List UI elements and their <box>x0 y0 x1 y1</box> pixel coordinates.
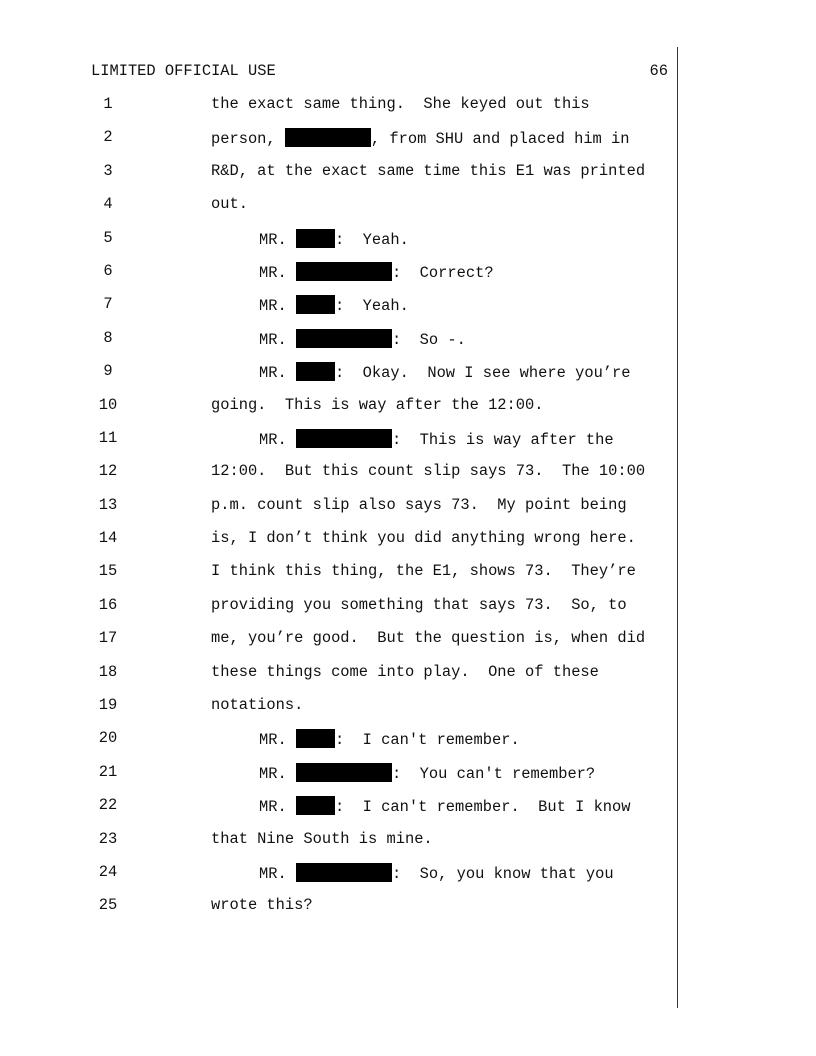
line-number: 25 <box>98 896 118 915</box>
line-number: 21 <box>98 762 118 781</box>
speaker-line <box>259 763 595 783</box>
transcript-line <box>0 262 816 295</box>
line-number: 4 <box>103 195 113 214</box>
line-number: 20 <box>98 729 118 748</box>
line-number: 3 <box>103 161 113 180</box>
speaker-prefix: MR. <box>259 430 287 449</box>
transcript-line <box>0 329 816 362</box>
line-number: 24 <box>98 862 118 881</box>
transcript-lines <box>0 95 816 930</box>
line-number: 14 <box>98 529 118 548</box>
line-number: 22 <box>98 796 118 815</box>
transcript-line <box>0 629 816 662</box>
line-number: 15 <box>98 562 118 581</box>
transcript-line <box>0 496 816 529</box>
transcript-line <box>0 562 816 595</box>
transcript-line <box>0 128 816 161</box>
line-number: 12 <box>98 462 118 481</box>
speaker-prefix: MR. <box>259 731 287 750</box>
line-number: 23 <box>98 829 118 848</box>
line-text: going. This is way after the 12:00. <box>211 395 544 414</box>
line-number: 8 <box>103 328 113 347</box>
classification-header: LIMITED OFFICIAL USE <box>91 62 276 80</box>
redaction-box <box>296 362 335 381</box>
redaction-box <box>296 229 335 248</box>
line-text: that Nine South is mine. <box>211 829 433 848</box>
line-text: providing you something that says 73. So, to <box>211 595 627 614</box>
line-text <box>211 128 630 148</box>
line-number: 18 <box>98 662 118 681</box>
speaker-text: : Correct? <box>391 263 494 282</box>
transcript-line <box>0 729 816 762</box>
speaker-text: : I can't remember. But I know <box>334 798 631 817</box>
speaker-text: : This is way after the <box>391 430 614 449</box>
line-number: 11 <box>98 428 118 447</box>
transcript-line <box>0 396 816 429</box>
speaker-prefix: MR. <box>259 263 287 282</box>
speaker-line <box>259 863 614 883</box>
speaker-text: : So, you know that you <box>391 864 614 883</box>
redaction-box <box>296 429 392 448</box>
speaker-prefix: MR. <box>259 798 287 817</box>
transcript-line <box>0 696 816 729</box>
speaker-line <box>259 295 409 315</box>
redaction-box <box>296 763 392 782</box>
line-number: 17 <box>98 629 118 648</box>
line-text: me, you’re good. But the question is, when did <box>211 629 646 648</box>
line-number: 1 <box>103 95 113 113</box>
transcript-line <box>0 529 816 562</box>
transcript-line <box>0 596 816 629</box>
speaker-prefix: MR. <box>259 364 287 383</box>
speaker-text: : You can't remember? <box>391 764 596 783</box>
line-text: is, I don’t think you did anything wrong here. <box>211 529 636 548</box>
line-number: 2 <box>103 128 113 147</box>
speaker-text: : So -. <box>391 330 466 349</box>
redaction-box <box>296 796 335 815</box>
redaction-box <box>296 262 392 281</box>
speaker-line <box>259 329 466 349</box>
line-number: 5 <box>103 228 113 247</box>
speaker-text: : Okay. Now I see where you’re <box>334 364 631 383</box>
line-text: R&D, at the exact same time this E1 was printed <box>211 161 646 180</box>
transcript-line <box>0 763 816 796</box>
speaker-line <box>259 229 409 249</box>
speaker-text: : Yeah. <box>334 297 409 316</box>
page-number: 66 <box>649 62 668 80</box>
speaker-prefix: MR. <box>259 330 287 349</box>
line-text: p.m. count slip also says 73. My point being <box>211 495 627 514</box>
redaction-box <box>296 329 392 348</box>
transcript-line <box>0 663 816 696</box>
transcript-line <box>0 229 816 262</box>
speaker-line <box>259 362 631 382</box>
line-text-after-redaction: , from SHU and placed him in <box>370 130 630 149</box>
speaker-line <box>259 262 494 282</box>
line-number: 16 <box>98 595 118 614</box>
line-number: 10 <box>98 395 118 414</box>
line-number: 7 <box>103 295 113 314</box>
line-number: 9 <box>103 362 113 381</box>
line-text: 12:00. But this count slip says 73. The 10:00 <box>211 462 646 481</box>
transcript-line <box>0 295 816 328</box>
line-text: out. <box>211 195 248 214</box>
redaction-box <box>296 863 392 882</box>
speaker-prefix: MR. <box>259 230 287 249</box>
line-text: the exact same thing. She keyed out this <box>211 95 590 113</box>
speaker-text: : Yeah. <box>334 230 409 249</box>
speaker-prefix: MR. <box>259 297 287 316</box>
transcript-line <box>0 362 816 395</box>
speaker-text: : I can't remember. <box>334 731 520 750</box>
line-text: I think this thing, the E1, shows 73. They’re <box>211 562 636 581</box>
transcript-line <box>0 796 816 829</box>
redaction-box <box>285 128 371 147</box>
line-text: notations. <box>211 696 304 715</box>
transcript-line <box>0 162 816 195</box>
line-text: wrote this? <box>211 896 313 915</box>
speaker-line <box>259 729 520 749</box>
transcript-line <box>0 830 816 863</box>
transcript-line <box>0 95 816 128</box>
transcript-line <box>0 863 816 896</box>
speaker-line <box>259 429 614 449</box>
line-number: 19 <box>98 696 118 715</box>
line-text: these things come into play. One of these <box>211 662 599 681</box>
line-number: 13 <box>98 495 118 514</box>
redaction-box <box>296 295 335 314</box>
line-text-before-redaction: person, <box>211 130 285 149</box>
speaker-prefix: MR. <box>259 764 287 783</box>
line-number: 6 <box>103 261 113 280</box>
transcript-line <box>0 896 816 929</box>
speaker-line <box>259 796 631 816</box>
transcript-line <box>0 462 816 495</box>
speaker-prefix: MR. <box>259 864 287 883</box>
transcript-line <box>0 195 816 228</box>
transcript-line <box>0 429 816 462</box>
redaction-box <box>296 729 335 748</box>
